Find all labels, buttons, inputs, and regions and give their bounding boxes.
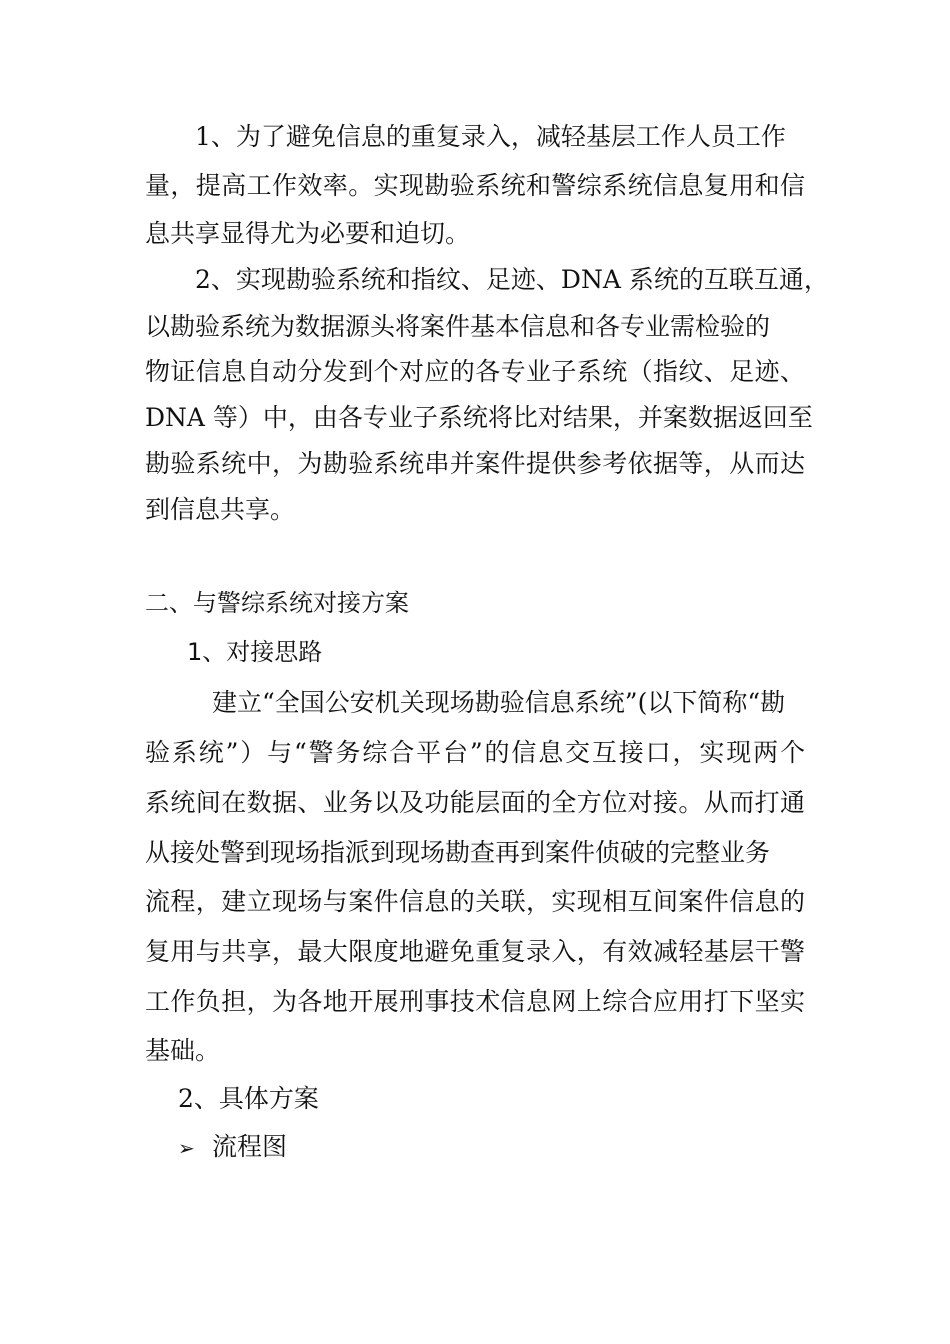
- section-2-paragraph-line-4: 从接处警到现场指派到现场勘查再到案件侦破的完整业务: [145, 838, 771, 867]
- paragraph-1-line-2: 量，提高工作效率。实现勘验系统和警综系统信息复用和信: [145, 171, 805, 200]
- paragraph-2-line-5: 勘验系统中，为勘验系统串并案件提供参考依据等，从而达: [145, 449, 805, 478]
- bullet-label-flowchart: 流程图: [212, 1132, 288, 1161]
- paragraph-2-line-3: 物证信息自动分发到个对应的各专业子系统（指纹、足迹、: [145, 357, 805, 386]
- arrowhead-bullet-icon: ➢: [178, 1136, 195, 1160]
- paragraph-1-line-1: 1、为了避免信息的重复录入，减轻基层工作人员工作: [195, 122, 786, 151]
- section-2-paragraph-line-7: 工作负担，为各地开展刑事技术信息网上综合应用打下坚实: [145, 987, 805, 1016]
- section-2-paragraph-line-3: 系统间在数据、业务以及功能层面的全方位对接。从而打通: [145, 788, 805, 817]
- section-2-paragraph-line-8: 基础。: [145, 1036, 221, 1065]
- section-2-paragraph-line-2: 验系统”）与“警务综合平台”的信息交互接口，实现两个: [145, 738, 805, 767]
- paragraph-1-line-3: 息共享显得尤为必要和迫切。: [145, 219, 471, 248]
- paragraph-2-line-6: 到信息共享。: [145, 495, 296, 524]
- paragraph-2-line-4: DNA 等）中，由各专业子系统将比对结果，并案数据返回至: [145, 403, 813, 432]
- paragraph-2-line-2: 以勘验系统为数据源头将案件基本信息和各专业需检验的: [145, 312, 771, 341]
- paragraph-2-line-1: 2、实现勘验系统和指纹、足迹、DNA 系统的互联互通，: [195, 265, 829, 294]
- section-2-subheading-2: 2、具体方案: [178, 1084, 319, 1113]
- section-2-subheading-1: 1、对接思路: [187, 638, 323, 666]
- section-2-paragraph-line-5: 流程，建立现场与案件信息的关联，实现相互间案件信息的: [145, 887, 805, 916]
- section-2-heading: 二、与警综系统对接方案: [145, 589, 409, 617]
- section-2-paragraph-line-6: 复用与共享，最大限度地避免重复录入，有效减轻基层干警: [145, 937, 805, 966]
- section-2-paragraph-line-1: 建立“全国公安机关现场勘验信息系统”(以下简称“勘: [212, 688, 786, 717]
